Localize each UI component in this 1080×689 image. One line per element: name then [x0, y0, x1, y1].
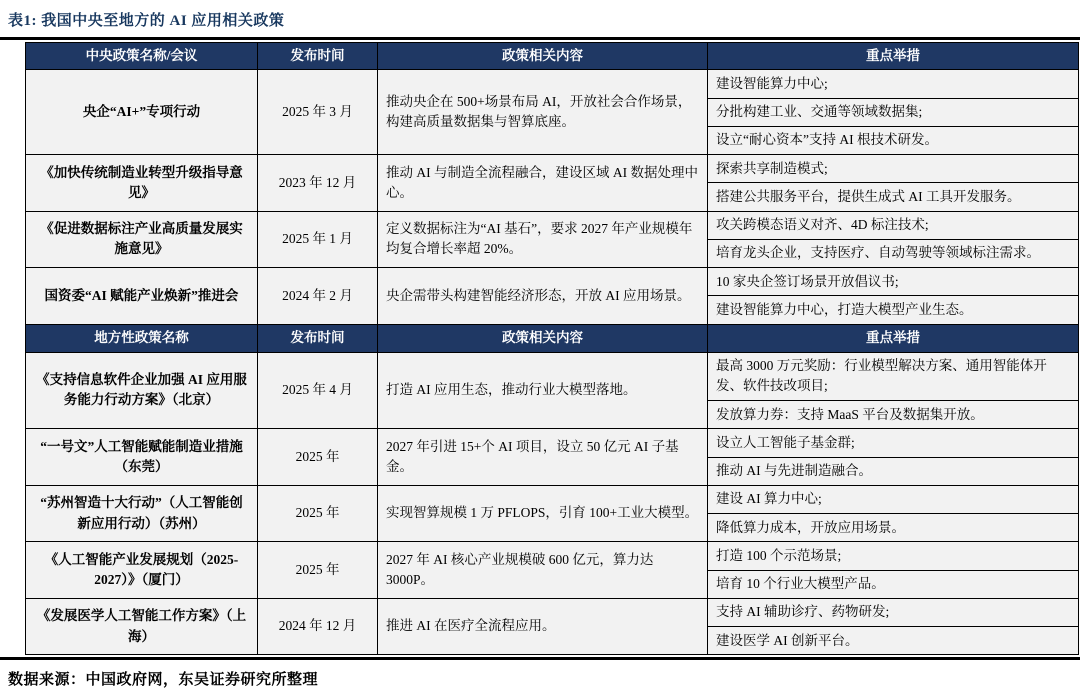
key-measure-cell: 培育龙头企业，支持医疗、自动驾驶等领域标注需求。 [708, 239, 1079, 267]
local-policy-row [26, 598, 1079, 626]
central-policy-row [26, 211, 1079, 239]
policy-content-cell: 实现智算规模 1 万 PFLOPS，引育 100+工业大模型。 [378, 485, 708, 542]
data-source-note: 数据来源：中国政府网，东吴证券研究所整理 [8, 671, 319, 688]
key-measure-cell: 设立人工智能子基金群; [708, 429, 1079, 457]
publish-date-cell: 2024 年 2 月 [258, 268, 378, 325]
policy-content-cell: 定义数据标注为“AI 基石”，要求 2027 年产业规模年均复合增长率超 20%。 [378, 211, 708, 268]
policy-content-cell: 央企需带头构建智能经济形态，开放 AI 应用场景。 [378, 268, 708, 325]
key-measure-cell: 10 家央企签订场景开放倡议书; [708, 268, 1079, 296]
policy-name-cell: 《加快传统制造业转型升级指导意见》 [26, 155, 258, 212]
publish-date-cell: 2024 年 12 月 [258, 598, 378, 655]
key-measure-cell: 搭建公共服务平台，提供生成式 AI 工具开发服务。 [708, 183, 1079, 211]
policy-content-cell: 推进 AI 在医疗全流程应用。 [378, 598, 708, 655]
title-divider [0, 37, 1080, 40]
key-measure-cell: 降低算力成本，开放应用场景。 [708, 514, 1079, 542]
publish-date-cell: 2023 年 12 月 [258, 155, 378, 212]
policy-name-cell: 国资委“AI 赋能产业焕新”推进会 [26, 268, 258, 325]
policy-name-cell: 央企“AI+”专项行动 [26, 70, 258, 155]
publish-date-cell: 2025 年 [258, 542, 378, 599]
key-measure-cell: 培育 10 个行业大模型产品。 [708, 570, 1079, 598]
column-header-central-0: 中央政策名称/会议 [26, 42, 258, 70]
key-measure-cell: 建设智能算力中心; [708, 70, 1079, 98]
policy-content-cell: 推动 AI 与制造全流程融合，建设区域 AI 数据处理中心。 [378, 155, 708, 212]
policy-name-cell: 《人工智能产业发展规划（2025-2027）》（厦门） [26, 542, 258, 599]
policy-content-cell: 2027 年 AI 核心产业规模破 600 亿元，算力达 3000P。 [378, 542, 708, 599]
policy-content-cell: 推动央企在 500+场景布局 AI，开放社会合作场景，构建高质量数据集与智算底座。 [378, 70, 708, 155]
local-policy-row [26, 352, 1079, 401]
local-header-row [26, 324, 1079, 352]
key-measure-cell: 设立“耐心资本”支持 AI 根技术研发。 [708, 126, 1079, 154]
policy-name-cell: 《发展医学人工智能工作方案》（上海） [26, 598, 258, 655]
central-header-row [26, 42, 1079, 70]
key-measure-cell: 攻关跨模态语义对齐、4D 标注技术; [708, 211, 1079, 239]
column-header-local-2: 政策相关内容 [378, 324, 708, 352]
policy-name-cell: 《支持信息软件企业加强 AI 应用服务能力行动方案》（北京） [26, 352, 258, 429]
publish-date-cell: 2025 年 3 月 [258, 70, 378, 155]
column-header-central-2: 政策相关内容 [378, 42, 708, 70]
local-policy-row [26, 485, 1079, 513]
key-measure-cell: 支持 AI 辅助诊疗、药物研发; [708, 598, 1079, 626]
local-policy-row [26, 429, 1079, 457]
central-policy-row [26, 155, 1079, 183]
policy-table [25, 42, 1079, 656]
key-measure-cell: 分批构建工业、交通等领域数据集; [708, 98, 1079, 126]
column-header-central-3: 重点举措 [708, 42, 1079, 70]
column-header-central-1: 发布时间 [258, 42, 378, 70]
policy-content-cell: 2027 年引进 15+个 AI 项目，设立 50 亿元 AI 子基金。 [378, 429, 708, 486]
publish-date-cell: 2025 年 4 月 [258, 352, 378, 429]
column-header-local-3: 重点举措 [708, 324, 1079, 352]
central-policy-row [26, 268, 1079, 296]
policy-content-cell: 打造 AI 应用生态，推动行业大模型落地。 [378, 352, 708, 429]
key-measure-cell: 最高 3000 万元奖励：行业模型解决方案、通用智能体开发、软件技改项目; [708, 352, 1079, 401]
policy-name-cell: “一号文”人工智能赋能制造业措施（东莞） [26, 429, 258, 486]
publish-date-cell: 2025 年 1 月 [258, 211, 378, 268]
table-title: 表1: 我国中央至地方的 AI 应用相关政策 [8, 13, 285, 29]
central-policy-row [26, 70, 1079, 98]
publish-date-cell: 2025 年 [258, 429, 378, 486]
column-header-local-0: 地方性政策名称 [26, 324, 258, 352]
publish-date-cell: 2025 年 [258, 485, 378, 542]
key-measure-cell: 建设 AI 算力中心; [708, 485, 1079, 513]
key-measure-cell: 推动 AI 与先进制造融合。 [708, 457, 1079, 485]
column-header-local-1: 发布时间 [258, 324, 378, 352]
policy-name-cell: “苏州智造十大行动”（人工智能创新应用行动）（苏州） [26, 485, 258, 542]
policy-name-cell: 《促进数据标注产业高质量发展实施意见》 [26, 211, 258, 268]
key-measure-cell: 建设智能算力中心，打造大模型产业生态。 [708, 296, 1079, 324]
key-measure-cell: 发放算力券：支持 MaaS 平台及数据集开放。 [708, 401, 1079, 429]
key-measure-cell: 建设医学 AI 创新平台。 [708, 627, 1079, 655]
key-measure-cell: 探索共享制造模式; [708, 155, 1079, 183]
key-measure-cell: 打造 100 个示范场景; [708, 542, 1079, 570]
local-policy-row [26, 542, 1079, 570]
